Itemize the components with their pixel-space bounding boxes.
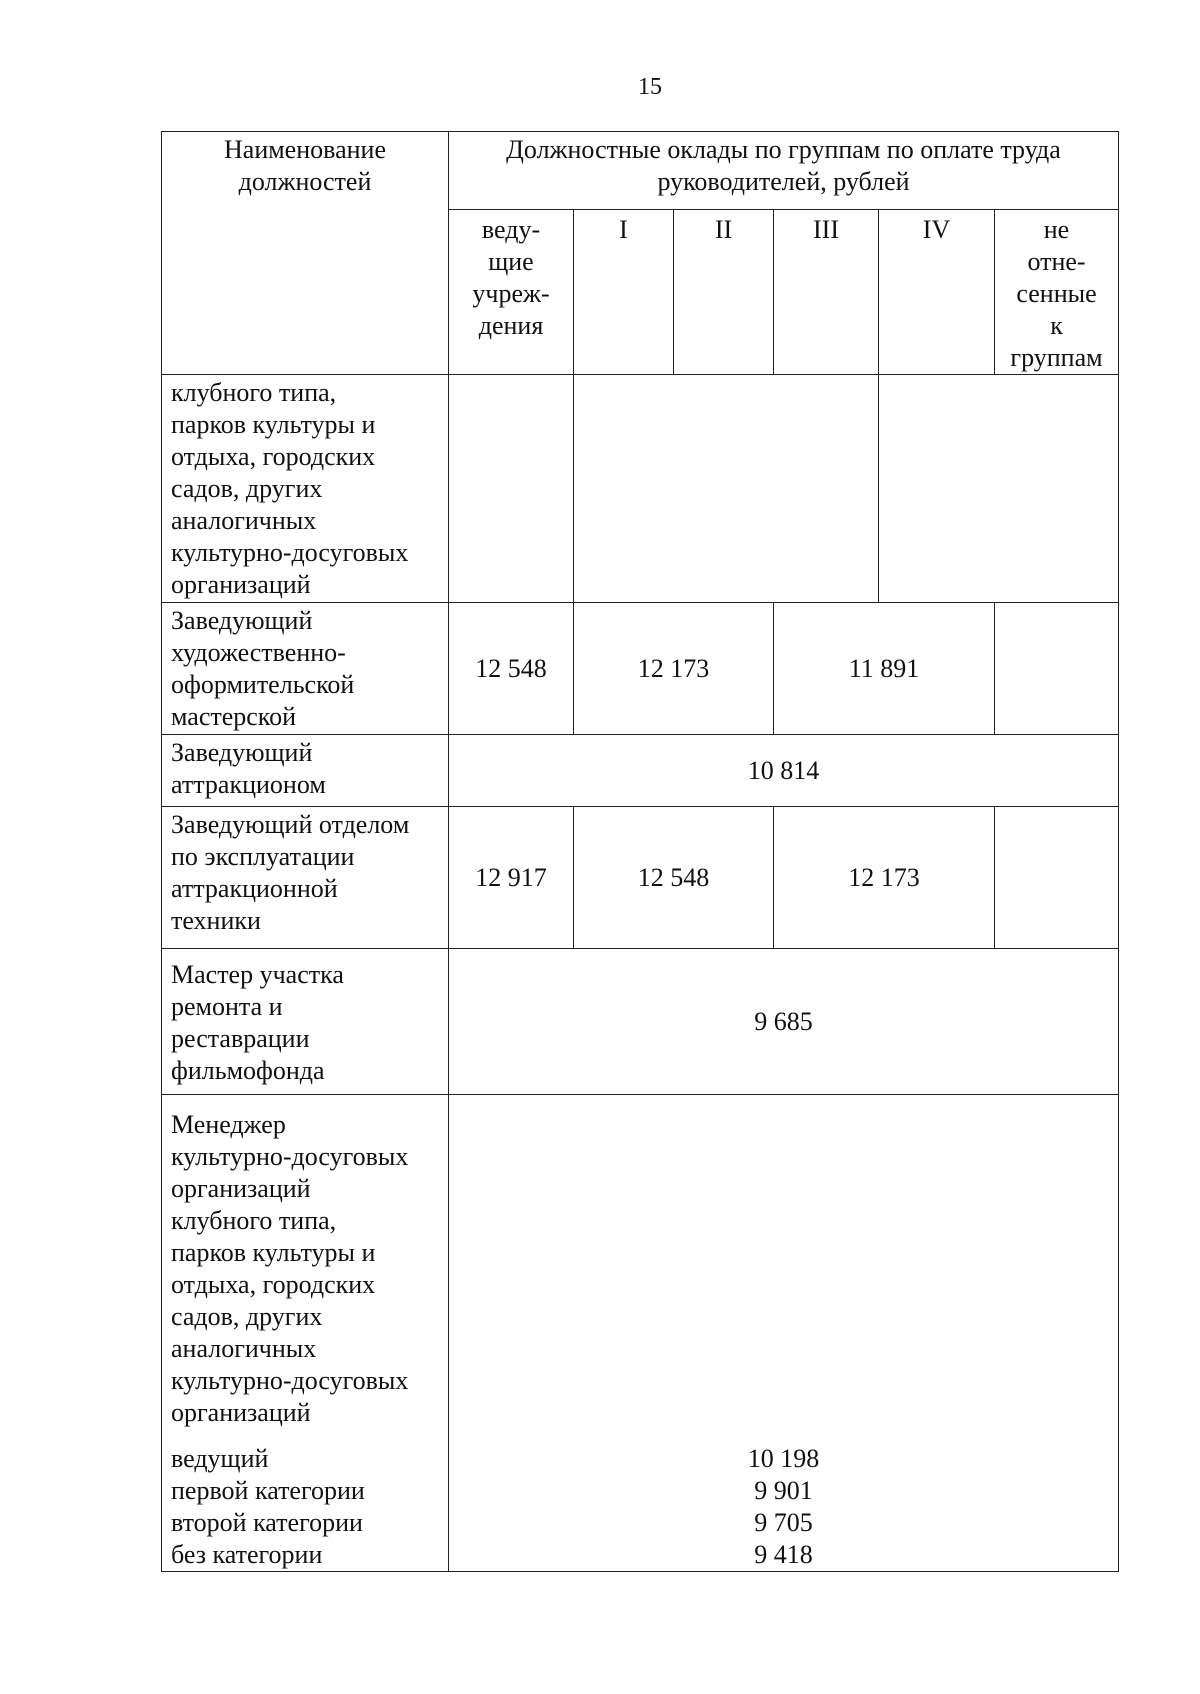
- cell-empty: [449, 375, 574, 603]
- row-name: Менеджер культурно-досуговых организаций клубного типа, парков культуры и отдыха, городских садов, других аналогичных культурно-досуговых организаций ведущий первой категории второй категории без категории: [162, 1095, 449, 1572]
- cell-value-group-3-4: 12 173: [774, 807, 995, 949]
- subcol-group-3: III: [774, 210, 879, 375]
- cell-value-all-groups: 10 814: [449, 735, 1119, 807]
- subcol-group-1: I: [574, 210, 674, 375]
- category-value: 9 418: [754, 1540, 813, 1569]
- subcol-leading: веду- щие учреж- дения: [449, 210, 574, 375]
- salary-table: [161, 131, 1119, 1572]
- category-label: ведущий: [171, 1444, 269, 1473]
- category-value: 9 705: [754, 1508, 813, 1537]
- row-name: Мастер участка ремонта и реставрации фильмофонда: [162, 949, 449, 1095]
- cell-empty: [574, 375, 879, 603]
- subcol-group-2: II: [674, 210, 774, 375]
- cell-empty: [995, 603, 1119, 735]
- category-label: первой категории: [171, 1476, 365, 1505]
- table-row: [162, 1095, 1119, 1572]
- table-row: [162, 807, 1119, 949]
- subcol-group-4: IV: [879, 210, 995, 375]
- row-name: Заведующий художественно- оформительской мастерской: [162, 603, 449, 735]
- header-name-column: Наименование должностей: [162, 132, 449, 375]
- category-value: 9 901: [754, 1476, 813, 1505]
- header-row: [162, 132, 1119, 210]
- cell-category-values: [449, 1095, 1119, 1572]
- cell-empty: [879, 375, 1119, 603]
- cell-empty: [995, 807, 1119, 949]
- row-name: Заведующий аттракционом: [162, 735, 449, 807]
- table-row: [162, 603, 1119, 735]
- table-row: [162, 949, 1119, 1095]
- table-row: [162, 735, 1119, 807]
- subcol-not-assigned: не отне- сенные к группам: [995, 210, 1119, 375]
- row-name: Заведующий отделом по эксплуатации аттракционной техники: [162, 807, 449, 949]
- category-label: без категории: [171, 1540, 323, 1569]
- cell-value-leading: 12 548: [449, 603, 574, 735]
- table-row: [162, 375, 1119, 603]
- row-name: клубного типа, парков культуры и отдыха, городских садов, других аналогичных культурно-досуговых организаций: [162, 375, 449, 603]
- cell-value-all-groups: 9 685: [449, 949, 1119, 1095]
- cell-value-leading: 12 917: [449, 807, 574, 949]
- page-number: 15: [638, 74, 662, 100]
- header-salary-group: Должностные оклады по группам по оплате труда руководителей, рублей: [449, 132, 1119, 210]
- cell-value-group-3-4: 11 891: [774, 603, 995, 735]
- cell-value-group-1-2: 12 548: [574, 807, 774, 949]
- category-value: 10 198: [747, 1444, 820, 1473]
- category-label: второй категории: [171, 1508, 363, 1537]
- cell-value-group-1-2: 12 173: [574, 603, 774, 735]
